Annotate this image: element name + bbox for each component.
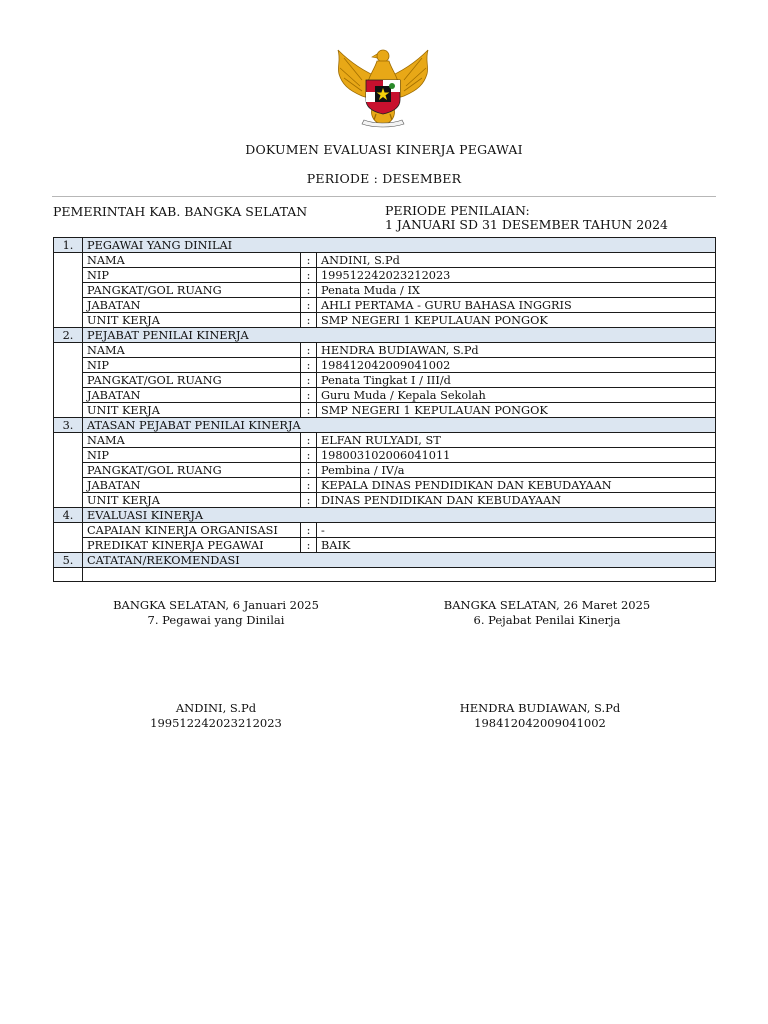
row-value: 199512242023212023	[317, 268, 716, 283]
notes-content	[83, 568, 716, 582]
row-colon: :	[301, 253, 317, 268]
table-row	[54, 448, 716, 463]
table-row	[54, 388, 716, 403]
section-number: 5.	[54, 553, 83, 568]
government-name: PEMERINTAH KAB. BANGKA SELATAN	[53, 204, 308, 219]
row-label: PANGKAT/GOL RUANG	[83, 463, 301, 478]
left-signatory-name: ANDINI, S.Pd	[175, 701, 257, 715]
row-value: Pembina / IV/a	[317, 463, 716, 478]
row-label: PREDIKAT KINERJA PEGAWAI	[83, 538, 301, 553]
row-colon: :	[301, 433, 317, 448]
left-signature-header	[86, 598, 346, 628]
row-colon: :	[301, 478, 317, 493]
row-colon: :	[301, 388, 317, 403]
row-label: NAMA	[83, 253, 301, 268]
row-label: NAMA	[83, 343, 301, 358]
table-row	[54, 253, 716, 268]
row-value: SMP NEGERI 1 KEPULAUAN PONGOK	[317, 313, 716, 328]
section-title: EVALUASI KINERJA	[83, 508, 716, 523]
row-value: 198412042009041002	[317, 358, 716, 373]
section-spacer	[54, 253, 83, 328]
section-title: ATASAN PEJABAT PENILAI KINERJA	[83, 418, 716, 433]
section-number: 2.	[54, 328, 83, 343]
row-colon: :	[301, 313, 317, 328]
evaluation-table	[53, 237, 716, 582]
row-value: Guru Muda / Kepala Sekolah	[317, 388, 716, 403]
row-value: Penata Tingkat I / III/d	[317, 373, 716, 388]
table-row	[54, 373, 716, 388]
left-signatory	[86, 701, 346, 731]
row-colon: :	[301, 448, 317, 463]
notes-row	[54, 568, 716, 582]
row-colon: :	[301, 358, 317, 373]
right-signature-header	[417, 598, 677, 628]
row-colon: :	[301, 343, 317, 358]
section-title: PEJABAT PENILAI KINERJA	[83, 328, 716, 343]
table-row	[54, 268, 716, 283]
right-signatory-name: HENDRA BUDIAWAN, S.Pd	[459, 701, 621, 715]
section-number: 1.	[54, 238, 83, 253]
row-colon: :	[301, 523, 317, 538]
section-title: PEGAWAI YANG DINILAI	[83, 238, 716, 253]
table-row	[54, 283, 716, 298]
table-row	[54, 433, 716, 448]
table-row	[54, 343, 716, 358]
section-number: 3.	[54, 418, 83, 433]
row-value: ELFAN RULYADI, ST	[317, 433, 716, 448]
assessment-period	[385, 204, 668, 232]
row-value: ANDINI, S.Pd	[317, 253, 716, 268]
row-colon: :	[301, 463, 317, 478]
row-label: CAPAIAN KINERJA ORGANISASI	[83, 523, 301, 538]
section-evaluation	[54, 508, 716, 523]
row-label: JABATAN	[83, 388, 301, 403]
table-row	[54, 538, 716, 553]
right-role: 6. Pejabat Penilai Kinerja	[473, 613, 621, 627]
row-colon: :	[301, 283, 317, 298]
row-value: 198003102006041011	[317, 448, 716, 463]
section-spacer	[54, 343, 83, 418]
section-spacer	[54, 433, 83, 508]
table-row	[54, 358, 716, 373]
section-employee	[54, 238, 716, 253]
row-label: JABATAN	[83, 298, 301, 313]
right-place-date: BANGKA SELATAN, 26 Maret 2025	[443, 598, 651, 612]
section-superior	[54, 418, 716, 433]
row-value: SMP NEGERI 1 KEPULAUAN PONGOK	[317, 403, 716, 418]
table-row	[54, 493, 716, 508]
document-title: DOKUMEN EVALUASI KINERJA PEGAWAI	[245, 142, 523, 157]
row-colon: :	[301, 538, 317, 553]
row-label: NAMA	[83, 433, 301, 448]
row-colon: :	[301, 493, 317, 508]
row-label: PANGKAT/GOL RUANG	[83, 283, 301, 298]
document-period: PERIODE : DESEMBER	[306, 171, 462, 186]
row-label: UNIT KERJA	[83, 493, 301, 508]
row-value: HENDRA BUDIAWAN, S.Pd	[317, 343, 716, 358]
row-colon: :	[301, 268, 317, 283]
left-place-date: BANGKA SELATAN, 6 Januari 2025	[113, 598, 319, 612]
row-colon: :	[301, 298, 317, 313]
section-spacer	[54, 568, 83, 582]
section-assessor	[54, 328, 716, 343]
assessment-period-label: PERIODE PENILAIAN:	[385, 203, 530, 218]
table-row	[54, 463, 716, 478]
row-label: JABATAN	[83, 478, 301, 493]
table-row	[54, 523, 716, 538]
row-value: DINAS PENDIDIKAN DAN KEBUDAYAAN	[317, 493, 716, 508]
row-colon: :	[301, 373, 317, 388]
row-label: NIP	[83, 358, 301, 373]
row-label: UNIT KERJA	[83, 403, 301, 418]
row-label: NIP	[83, 448, 301, 463]
table-row	[54, 478, 716, 493]
table-row	[54, 298, 716, 313]
left-signatory-nip: 199512242023212023	[150, 716, 282, 730]
left-role: 7. Pegawai yang Dinilai	[147, 613, 285, 627]
row-colon: :	[301, 403, 317, 418]
table-row	[54, 313, 716, 328]
row-value: AHLI PERTAMA - GURU BAHASA INGGRIS	[317, 298, 716, 313]
row-label: PANGKAT/GOL RUANG	[83, 373, 301, 388]
row-value: KEPALA DINAS PENDIDIKAN DAN KEBUDAYAAN	[317, 478, 716, 493]
row-label: NIP	[83, 268, 301, 283]
header-divider	[52, 196, 716, 197]
garuda-emblem-icon	[332, 44, 434, 130]
right-signatory	[410, 701, 670, 731]
row-value: BAIK	[317, 538, 716, 553]
table-row	[54, 403, 716, 418]
section-notes	[54, 553, 716, 568]
row-value: -	[317, 523, 716, 538]
row-value: Penata Muda / IX	[317, 283, 716, 298]
assessment-period-range: 1 JANUARI SD 31 DESEMBER TAHUN 2024	[385, 217, 669, 232]
section-title: CATATAN/REKOMENDASI	[83, 553, 716, 568]
right-signatory-nip: 198412042009041002	[474, 716, 606, 730]
section-number: 4.	[54, 508, 83, 523]
section-spacer	[54, 523, 83, 553]
row-label: UNIT KERJA	[83, 313, 301, 328]
